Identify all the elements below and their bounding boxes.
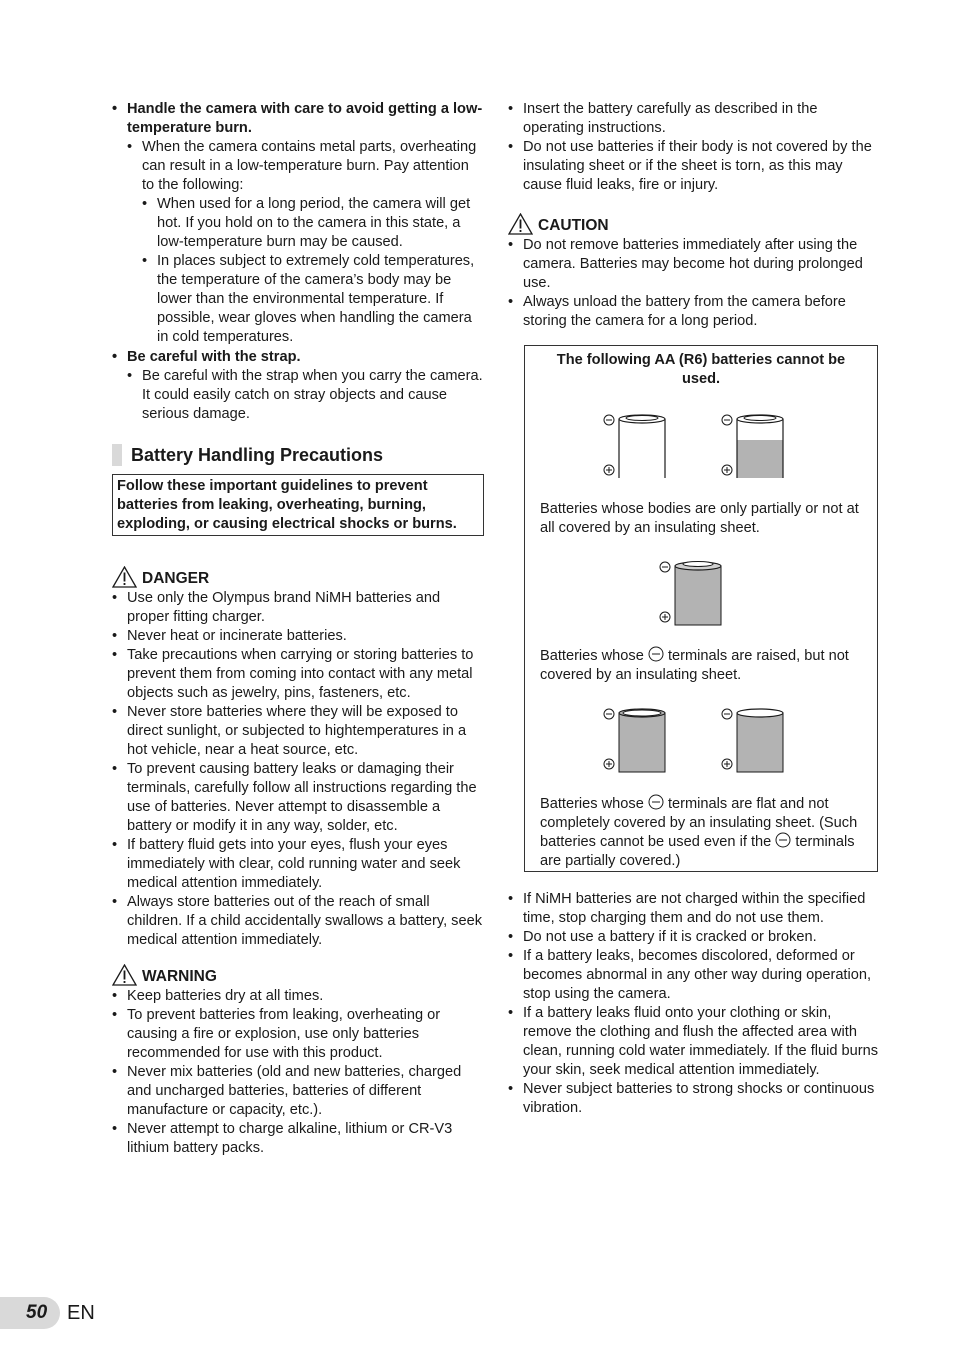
list-item: [112, 760, 484, 836]
minus-terminal-icon: [775, 832, 791, 848]
list-item-text: Be careful with the strap when you carry the camera. It could easily catch on stray objects and cause serious damage.: [142, 368, 483, 422]
minus-terminal-icon: [648, 794, 664, 810]
list-item-text: Do not use batteries if their body is not covered by the insulating sheet or if the sheet is torn, as this may cause fluid leaks, fire or injury.: [523, 139, 872, 193]
list-item-text: Take precautions when carrying or storing batteries to prevent them from coming into contact with any metal objects such as jewelry, pins, fasteners, etc.: [127, 647, 474, 701]
danger-title: [112, 564, 484, 588]
list-item-text: Be careful with the strap.: [127, 349, 301, 365]
list-item: [112, 1006, 484, 1063]
list-item: [508, 293, 880, 331]
list-item-text: Never mix batteries (old and new batteries, charged and uncharged batteries, batteries of different manufacture or capacity, etc.).: [127, 1064, 462, 1118]
battery-flat-terminal-icon: [603, 704, 673, 774]
warning-list: [112, 987, 484, 1158]
list-item-text: Always unload the battery from the camera before storing the camera for a long period.: [523, 294, 846, 329]
list-item: [508, 928, 880, 947]
list-item-text: To prevent causing battery leaks or damaging their terminals, carefully follow all instructions regarding the use of batteries. Never attempt to disassemble a battery or modify it in any way, solder, etc.: [127, 761, 477, 834]
battery-flat-uncovered-icon: [721, 704, 791, 774]
minus-terminal-icon: [648, 646, 664, 662]
section-heading-text: Battery Handling Precautions: [131, 444, 384, 465]
list-item: [112, 348, 484, 367]
caption-2-pre: Batteries whose: [540, 648, 644, 664]
page-number: 50: [26, 1302, 48, 1323]
caption-3: [540, 794, 865, 870]
list-item: [142, 252, 484, 348]
caution-title: [508, 211, 880, 235]
list-item-text: Never subject batteries to strong shocks or continuous vibration.: [523, 1081, 875, 1116]
list-item-text: Never heat or incinerate batteries.: [127, 628, 347, 644]
list-item-text: In places subject to extremely cold temperatures, the temperature of the camera’s body may be lower than the environmental temperature. If possible, wear gloves when handling the camera in cold temperatures.: [157, 253, 475, 345]
list-item: [112, 703, 484, 760]
list-item: [127, 367, 484, 424]
list-item-text: Use only the Olympus brand NiMH batteries and proper fitting charger.: [127, 590, 441, 625]
caption-2-post: terminals are raised, but not covered by an insulating sheet.: [540, 648, 849, 683]
list-item: [112, 627, 484, 646]
heading-bar: [112, 444, 122, 466]
caption-3-mid: terminals are flat and not completely covered by an insulating sheet. (Such batteries cannot be used even if the: [540, 796, 858, 850]
list-item-text: Never store batteries where they will be exposed to direct sunlight, or subjected to hightemperatures in a hot vehicle, near a heat source, etc.: [127, 704, 467, 758]
language-code: EN: [67, 1302, 95, 1324]
box-title: The following AA (R6) batteries cannot be used.: [556, 352, 846, 387]
caution-list: [508, 236, 880, 331]
warning-triangle-icon: [508, 213, 533, 235]
list-item-text: To prevent batteries from leaking, overheating or causing a fire or explosion, use only batteries recommended for use with this product.: [127, 1007, 441, 1061]
danger-label: DANGER: [142, 570, 210, 587]
list-item: [112, 589, 484, 627]
section-heading: [112, 444, 484, 466]
caption-2: [540, 646, 865, 684]
list-item: [127, 138, 484, 195]
caption-3-post: terminals are partially covered.): [540, 834, 855, 869]
bottom-list: [508, 890, 880, 1118]
list-item: [112, 1063, 484, 1120]
list-item: [508, 138, 880, 195]
list-item-text: If battery fluid gets into your eyes, flush your eyes immediately with clear, cold running water and seek medical attention immediately.: [127, 837, 461, 891]
list-item: [508, 1080, 880, 1118]
list-item-text: If a battery leaks fluid onto your clothing or skin, remove the clothing and flush the affected area with clean, running cold water immediately. If the fluid burns your skin, seek medical attention immediately.: [523, 1005, 879, 1078]
list-item-text: Do not remove batteries immediately after using the camera. Batteries may become hot during prolonged use.: [523, 237, 863, 291]
list-item: [112, 100, 484, 138]
list-item: [142, 195, 484, 252]
warning-title: [112, 962, 484, 986]
list-item-text: Do not use a battery if it is cracked or broken.: [523, 929, 817, 945]
list-item-text: If NiMH batteries are not charged within the specified time, stop charging them and do not use them.: [523, 891, 866, 926]
caution-label: CAUTION: [538, 217, 609, 234]
list-item-text: Always store batteries out of the reach of small children. If a child accidentally swallows a battery, seek medical attention immediately.: [127, 894, 483, 948]
warning-label: WARNING: [142, 968, 217, 985]
list-item-text: Never attempt to charge alkaline, lithium or CR-V3 lithium battery packs.: [127, 1121, 453, 1156]
top-list: [508, 100, 880, 195]
list-item: [112, 987, 484, 1006]
battery-uncovered-icon: [721, 410, 791, 480]
list-item-text: Handle the camera with care to avoid getting a low-temperature burn.: [127, 101, 483, 136]
caption-1: Batteries whose bodies are only partially or not at all covered by an insulating sheet.: [540, 501, 859, 536]
caption-3-pre: Batteries whose: [540, 796, 644, 812]
list-item: [112, 646, 484, 703]
list-item: [508, 236, 880, 293]
danger-list: [112, 589, 484, 950]
list-item-text: When used for a long period, the camera will get hot. If you hold on to the camera in this state, a low-temperature burn may be caused.: [157, 196, 471, 250]
intro-list: [112, 100, 484, 424]
list-item-text: If a battery leaks, becomes discolored, deformed or becomes abnormal in any other way during operation, stop using the camera.: [523, 948, 872, 1002]
list-item: [508, 1004, 880, 1080]
list-item: [508, 890, 880, 928]
list-item-text: When the camera contains metal parts, overheating can result in a low-temperature burn. Pay attention to the following:: [142, 139, 477, 193]
warning-triangle-icon: [112, 566, 137, 588]
warning-triangle-icon: [112, 964, 137, 986]
list-item: [508, 947, 880, 1004]
right-column: [508, 100, 880, 1118]
battery-partially-covered-icon: [603, 410, 673, 480]
list-item: [112, 1120, 484, 1158]
list-item-text: Keep batteries dry at all times.: [127, 988, 324, 1004]
guideline-box: Follow these important guidelines to prevent batteries from leaking, overheating, burning, exploding, or causing electrical shocks or burns.: [112, 474, 484, 536]
list-item-text: Insert the battery carefully as described in the operating instructions.: [523, 101, 818, 136]
list-item: [112, 893, 484, 950]
unusable-batteries-box: [524, 345, 878, 872]
battery-raised-terminal-icon: [659, 557, 729, 627]
list-item: [112, 836, 484, 893]
left-column: [112, 100, 484, 1158]
list-item: [508, 100, 880, 138]
